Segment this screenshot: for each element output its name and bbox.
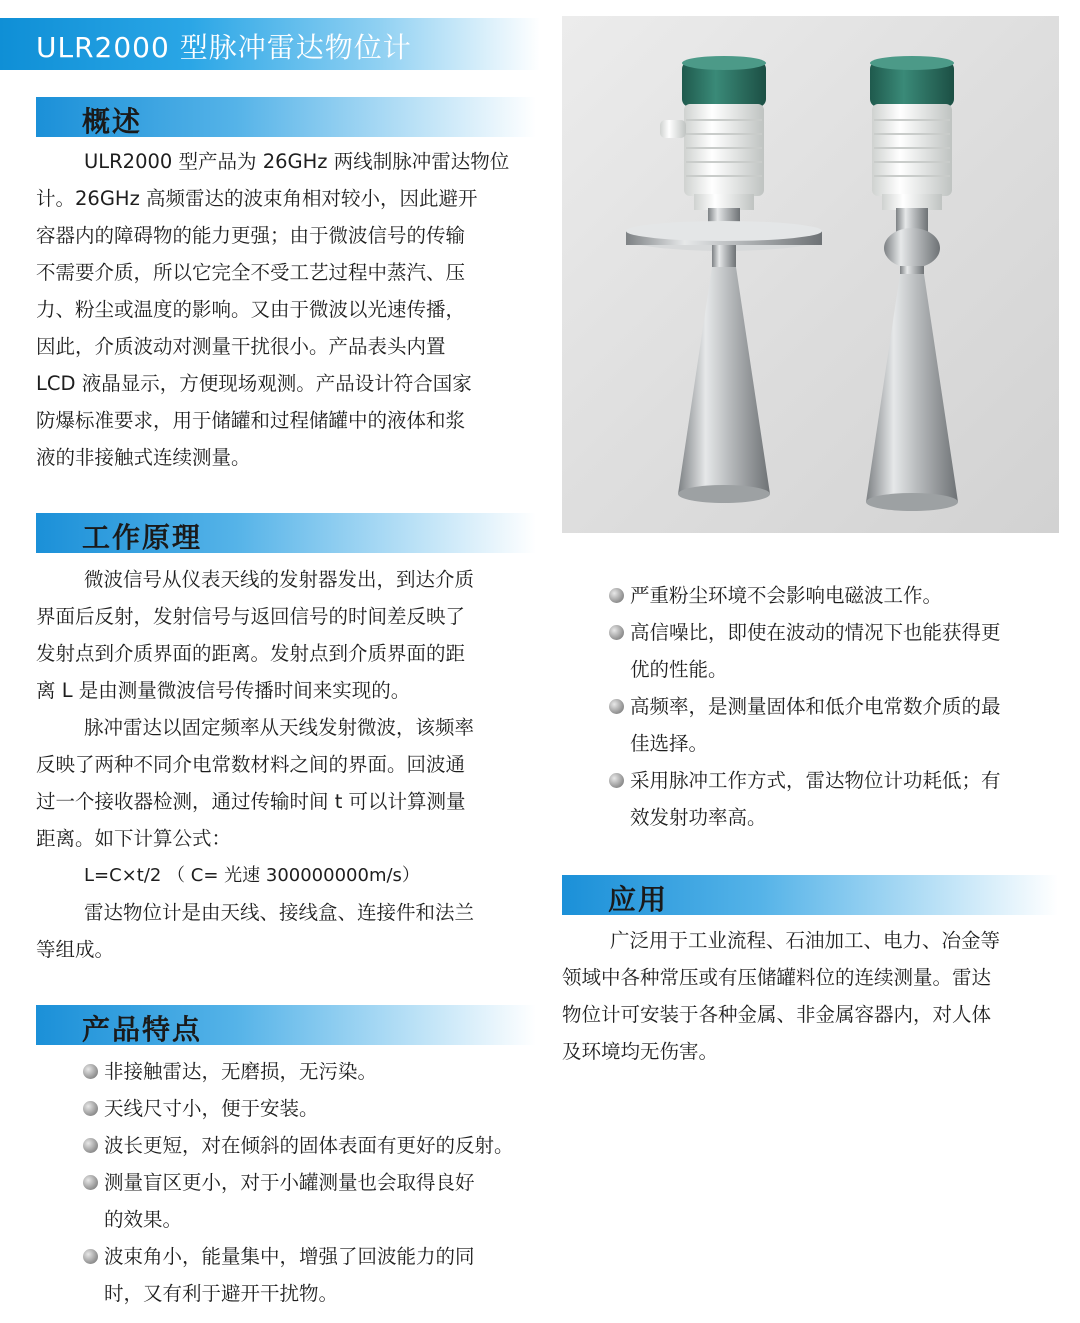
principle-text xyxy=(36,561,536,968)
application-text xyxy=(562,922,1058,1070)
features-heading: 产品特点 xyxy=(82,1013,203,1046)
list-item-text: 采用脉冲工作方式，雷达物位计功耗低；有 xyxy=(630,769,1001,792)
bullet-icon xyxy=(83,1249,98,1264)
list-item-text: 严重粉尘环境不会影响电磁波工作。 xyxy=(630,584,943,607)
text-line: 防爆标准要求，用于储罐和过程储罐中的液体和浆 xyxy=(36,409,466,432)
bullet-icon xyxy=(83,1175,98,1190)
left-gauge xyxy=(626,56,822,503)
text-line: 等组成。 xyxy=(36,938,115,961)
principle-heading: 工作原理 xyxy=(82,521,203,554)
text-line: 发射点到介质界面的距离。发射点到介质界面的距 xyxy=(36,642,466,665)
list-item-text: 高频率，是测量固体和低介电常数介质的最 xyxy=(630,695,1001,718)
application-heading: 应用 xyxy=(608,883,669,916)
list-item-text: 的效果。 xyxy=(104,1208,183,1231)
text-line: 离 L 是由测量微波信号传播时间来实现的。 xyxy=(36,679,411,702)
application-heading-bar xyxy=(562,875,1058,915)
bullet-icon xyxy=(83,1138,98,1153)
principle-heading-bar xyxy=(36,513,536,553)
list-item xyxy=(608,614,1058,688)
features-list-right xyxy=(608,577,1058,836)
text-line: 不需要介质，所以它完全不受工艺过程中蒸汽、压 xyxy=(36,261,466,284)
list-item-text: 波长更短，对在倾斜的固体表面有更好的反射。 xyxy=(104,1134,514,1157)
list-item xyxy=(82,1053,537,1090)
overview-heading: 概述 xyxy=(82,105,143,138)
list-item-text: 测量盲区更小，对于小罐测量也会取得良好 xyxy=(104,1171,475,1194)
list-item-text: 天线尺寸小，便于安装。 xyxy=(104,1097,319,1120)
radar-gauges-illustration xyxy=(562,16,1059,533)
text-line: 广泛用于工业流程、石油加工、电力、冶金等 xyxy=(610,929,1001,952)
list-item xyxy=(82,1238,537,1312)
list-item xyxy=(82,1164,537,1238)
bullet-icon xyxy=(609,773,624,788)
text-line: 计。26GHz 高频雷达的波束角相对较小，因此避开 xyxy=(36,187,478,210)
list-item-text: 优的性能。 xyxy=(630,658,728,681)
text-line: 过一个接收器检测，通过传输时间 t 可以计算测量 xyxy=(36,790,466,813)
text-line: 界面后反射，发射信号与返回信号的时间差反映了 xyxy=(36,605,466,628)
text-line: 物位计可安装于各种金属、非金属容器内，对人体 xyxy=(562,1003,992,1026)
overview-text xyxy=(36,143,536,476)
features-heading-bar xyxy=(36,1005,536,1045)
text-line: LCD 液晶显示，方便现场观测。产品设计符合国家 xyxy=(36,372,472,395)
text-line: 及环境均无伤害。 xyxy=(562,1040,719,1063)
list-item xyxy=(82,1127,537,1164)
list-item-text: 佳选择。 xyxy=(630,732,709,755)
list-item xyxy=(82,1090,537,1127)
text-line: 距离。如下计算公式： xyxy=(36,827,232,850)
text-line: 液的非接触式连续测量。 xyxy=(36,446,251,469)
text-line: 领域中各种常压或有压储罐料位的连续测量。雷达 xyxy=(562,966,992,989)
bullet-icon xyxy=(609,588,624,603)
text-line: 脉冲雷达以固定频率从天线发射微波，该频率 xyxy=(84,716,475,739)
text-line: 力、粉尘或温度的影响。又由于微波以光速传播， xyxy=(36,298,466,321)
right-gauge xyxy=(866,56,958,511)
formula-line: L=C×t/2 （ C= 光速 300000000m/s） xyxy=(84,865,420,886)
list-item-text: 非接触雷达，无磨损，无污染。 xyxy=(104,1060,378,1083)
list-item xyxy=(608,762,1058,836)
text-line: 容器内的障碍物的能力更强；由于微波信号的传输 xyxy=(36,224,466,247)
text-line: 反映了两种不同介电常数材料之间的界面。回波通 xyxy=(36,753,466,776)
bullet-icon xyxy=(609,625,624,640)
overview-heading-bar xyxy=(36,97,536,137)
bullet-icon xyxy=(83,1101,98,1116)
text-line: 因此，介质波动对测量干扰很小。产品表头内置 xyxy=(36,335,446,358)
list-item-text: 高信噪比，即使在波动的情况下也能获得更 xyxy=(630,621,1001,644)
list-item xyxy=(608,688,1058,762)
list-item-text: 波束角小，能量集中，增强了回波能力的同 xyxy=(104,1245,475,1268)
features-list-left xyxy=(82,1053,537,1312)
list-item-text: 时，又有利于避开干扰物。 xyxy=(104,1282,339,1305)
bullet-icon xyxy=(609,699,624,714)
product-photo xyxy=(562,16,1059,533)
list-item-text: 效发射功率高。 xyxy=(630,806,767,829)
text-line: ULR2000 型产品为 26GHz 两线制脉冲雷达物位 xyxy=(84,150,510,173)
text-line: 雷达物位计是由天线、接线盒、连接件和法兰 xyxy=(84,901,475,924)
bullet-icon xyxy=(83,1064,98,1079)
text-line: 微波信号从仪表天线的发射器发出，到达介质 xyxy=(84,568,475,591)
list-item xyxy=(608,577,1058,614)
page-title: ULR2000 型脉冲雷达物位计 xyxy=(36,31,412,64)
